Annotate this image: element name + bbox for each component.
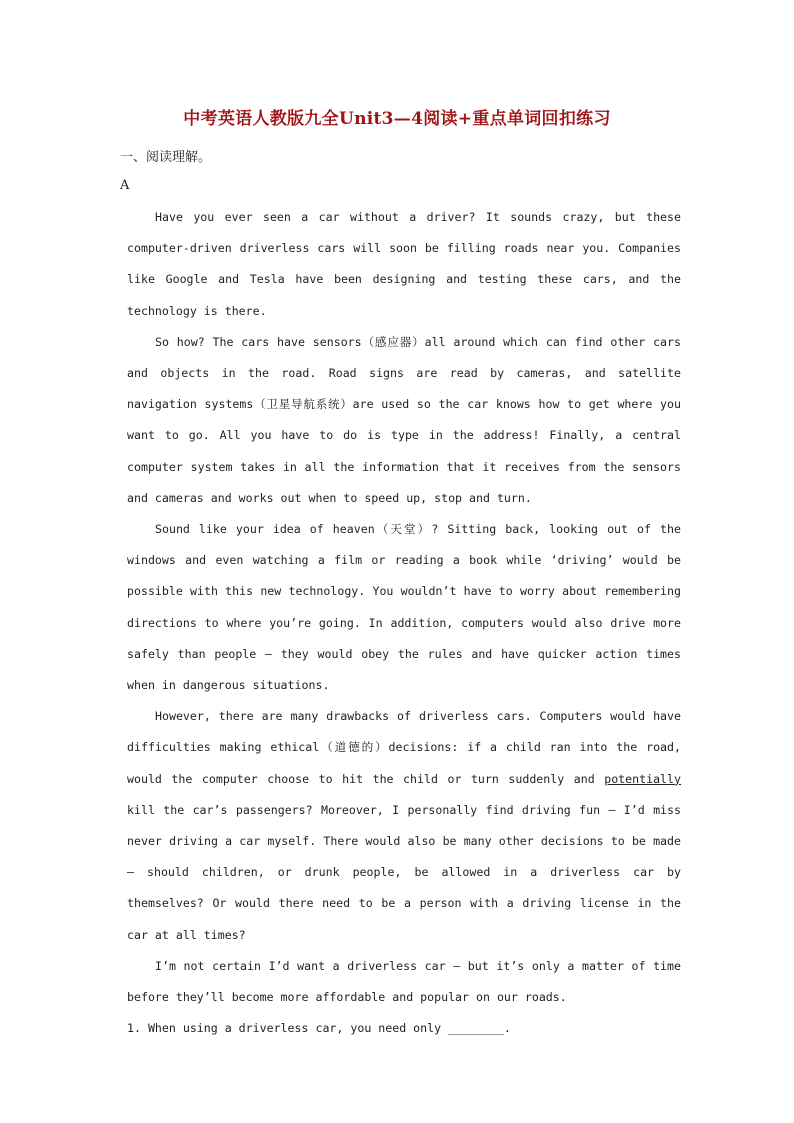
question-1: 1. When using a driverless car, you need only ________. xyxy=(127,1021,511,1036)
underlined-word: potentially xyxy=(604,771,681,786)
paragraph-3: Sound like your idea of heaven（天堂）? Sitting back, looking out of the windows and even watching a film or reading a book while ‘driving’ would be possible with this new technology. You wouldn’t have to worry about remembering directions to where you’re going. In addition, computers would also drive more safely than people — they would obey the rules and have quicker action times when in dangerous situations. xyxy=(127,522,681,693)
paragraph-4 xyxy=(127,701,681,951)
paragraph-4-part-2: kill the car’s passengers? Moreover, I personally find driving fun – I’d miss never driving a car myself. There would also be many other decisions to be made – should children, or drunk people, be allowed in a driverless car by themselves? Or would there need to be a person with a driving license in the car at all times? xyxy=(127,802,681,942)
page-title: 中考英语人教版九全Unit3—4阅读+重点单词回扣练习 xyxy=(183,109,611,129)
paragraph-5: I’m not certain I’d want a driverless car – but it’s only a matter of time before they’ll become more affordable and popular on our roads. xyxy=(127,958,681,1005)
passage-label: A xyxy=(120,178,130,193)
section-heading: 一、阅读理解。 xyxy=(120,150,212,165)
passage xyxy=(127,202,681,1044)
paragraph-1: Have you ever seen a car without a driver? It sounds crazy, but these computer-driven driverless cars will soon be filling roads near you. Companies like Google and Tesla have been designing and testing these cars, and the technology is there. xyxy=(127,210,681,318)
paragraph-2: So how? The cars have sensors（感应器）all around which can find other cars and objects in the road. Road signs are read by cameras, and satellite navigation systems（卫星导航系统）are used so the car knows how to get where you want to go. All you have to do is type in the address! Finally, a central computer system takes in all the information that it receives from the sensors and cameras and works out when to speed up, stop and turn. xyxy=(127,334,681,505)
paragraph-4-part-1: However, there are many drawbacks of driverless cars. Computers would have difficulties making ethical（道德的）decisions: if a child ran into the road, would the computer choose to hit the child or turn suddenly and xyxy=(127,709,681,786)
